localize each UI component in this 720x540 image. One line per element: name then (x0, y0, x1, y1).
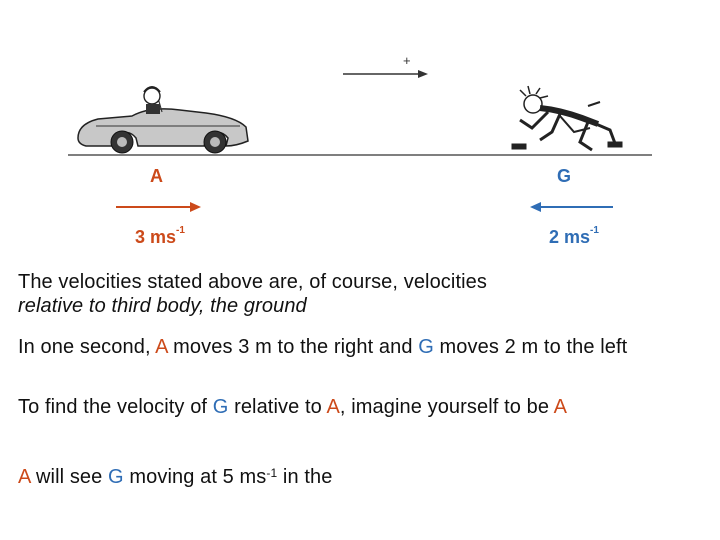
velocity-arrow-g (530, 202, 613, 212)
positive-direction-arrow (343, 70, 428, 78)
car-a-image (78, 87, 248, 153)
paragraph-find-velocity: To find the velocity of G relative to A, imagine yourself to be A (18, 396, 568, 418)
paragraph-line: The velocities stated above are, of course, velocities (18, 271, 487, 293)
paragraph-will-see: A will see G moving at 5 $ms^{-1}$ in the (18, 466, 333, 488)
diagram (0, 0, 720, 260)
paragraph-one-second: In one second, A moves 3 m to the right and G moves 2 m to the left (18, 336, 628, 358)
speed-g-label: 2 $ms^{-1}$ (549, 225, 599, 247)
paragraph-relative-ground (18, 270, 708, 318)
positive-sign-label: + (403, 53, 411, 68)
label-g: G (557, 166, 572, 186)
running-figure-g-image (512, 86, 622, 150)
speed-a-label: 3 $ms^{-1}$ (135, 225, 185, 247)
paragraph-line: relative to third body, the ground (18, 295, 307, 317)
label-a: A (150, 166, 163, 186)
velocity-arrow-a (116, 202, 201, 212)
